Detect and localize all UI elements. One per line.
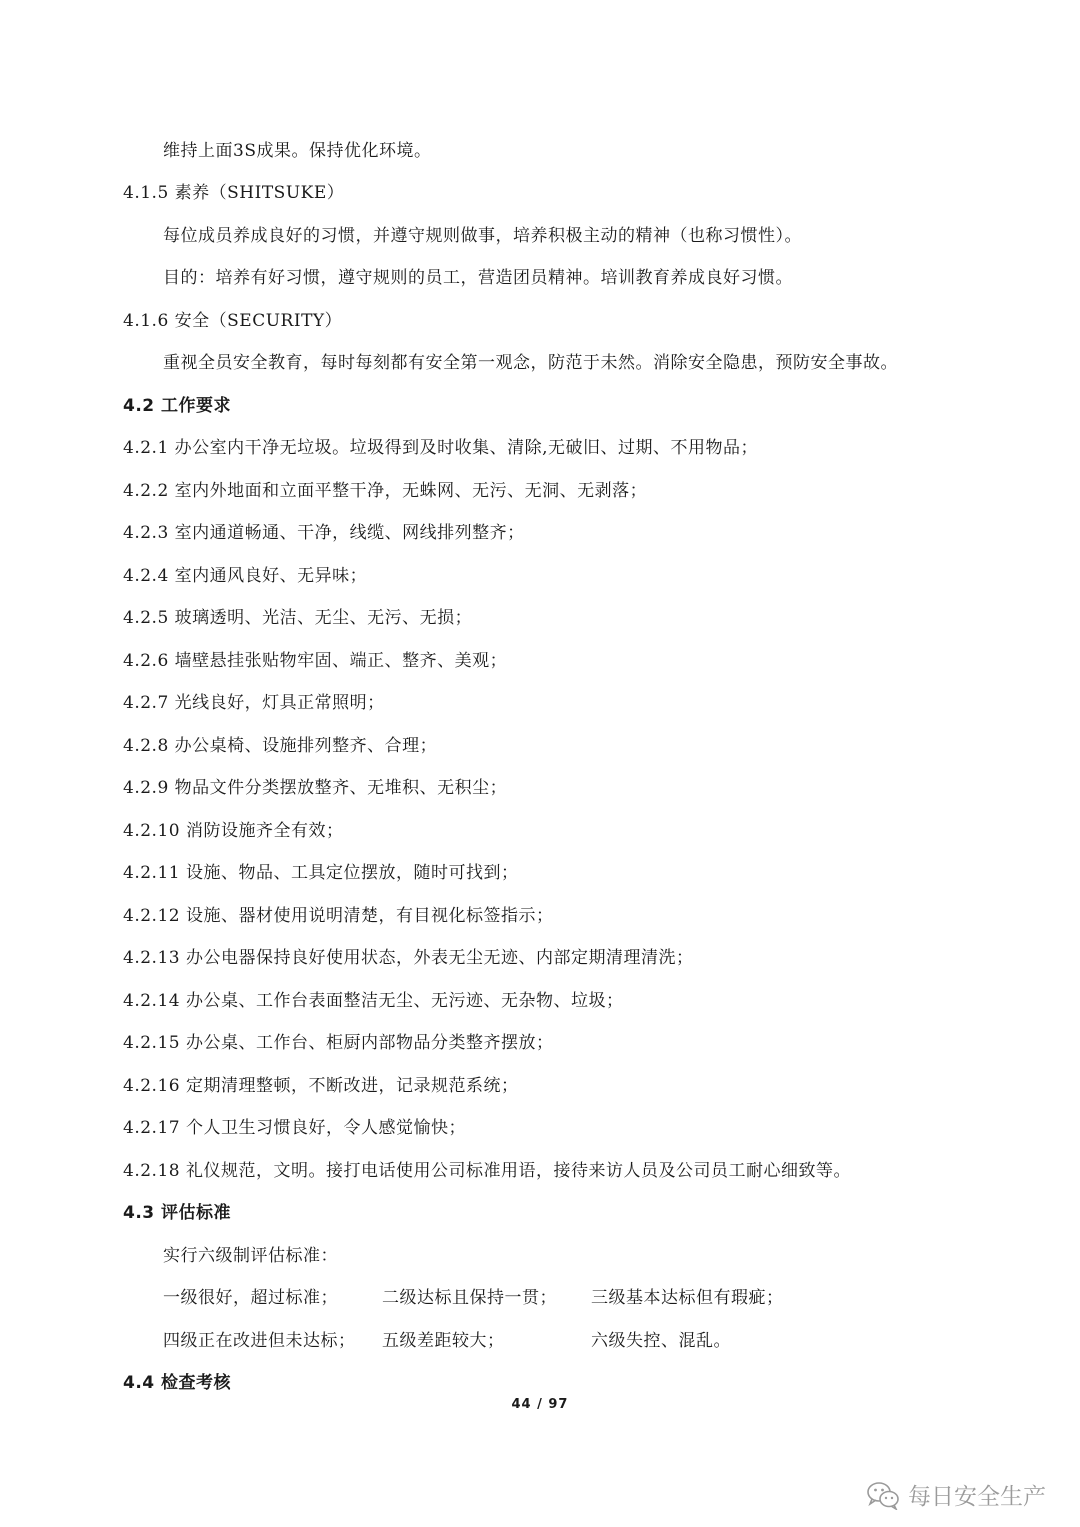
list-item: 4.2.11 设施、物品、工具定位摆放，随时可找到； xyxy=(123,863,519,883)
text-line: 重视全员安全教育，每时每刻都有安全第一观念，防范于未然。消除安全隐患，预防安全事故。 xyxy=(163,353,898,373)
section-heading: 4.1.6 安全（SECURITY） xyxy=(123,311,343,331)
list-item: 4.2.16 定期清理整顿，不断改进，记录规范系统； xyxy=(123,1076,519,1096)
section-heading: 4.3 评估标准 xyxy=(123,1203,232,1223)
text-line: 实行六级制评估标准： xyxy=(163,1246,338,1266)
list-item: 4.2.13 办公电器保持良好使用状态，外表无尘无迹、内部定期清理清洗； xyxy=(123,948,694,968)
list-item: 4.2.14 办公桌、工作台表面整洁无尘、无污迹、无杂物、垃圾； xyxy=(123,991,624,1011)
list-item: 4.2.5 玻璃透明、光洁、无尘、无污、无损； xyxy=(123,608,473,628)
section-heading: 4.1.5 素养（SHITSUKE） xyxy=(123,183,345,203)
watermark-text: 每日安全生产 xyxy=(908,1484,1046,1510)
section-heading: 4.4 检查考核 xyxy=(123,1373,232,1393)
grade-item: 四级正在改进但未达标； xyxy=(163,1331,356,1351)
list-item: 4.2.4 室内通风良好、无异味； xyxy=(123,566,368,586)
grade-item: 一级很好，超过标准； xyxy=(163,1288,338,1308)
grade-item: 二级达标且保持一贯； xyxy=(382,1288,557,1308)
list-item: 4.2.10 消防设施齐全有效； xyxy=(123,821,344,841)
page-number: 44 / 97 xyxy=(511,1397,569,1412)
section-heading: 4.2 工作要求 xyxy=(123,396,232,416)
grade-item: 五级差距较大； xyxy=(382,1331,505,1351)
list-item: 4.2.15 办公桌、工作台、柜厨内部物品分类整齐摆放； xyxy=(123,1033,554,1053)
list-item: 4.2.12 设施、器材使用说明清楚，有目视化标签指示； xyxy=(123,906,554,926)
list-item: 4.2.2 室内外地面和立面平整干净，无蛛网、无污、无洞、无剥落； xyxy=(123,481,648,501)
text-line: 目的：培养有好习惯，遵守规则的员工，营造团员精神。培训教育养成良好习惯。 xyxy=(163,268,793,288)
list-item: 4.2.17 个人卫生习惯良好，令人感觉愉快； xyxy=(123,1118,466,1138)
list-item: 4.2.3 室内通道畅通、干净，线缆、网线排列整齐； xyxy=(123,523,525,543)
grade-item: 三级基本达标但有瑕疵； xyxy=(591,1288,784,1308)
list-item: 4.2.18 礼仪规范，文明。接打电话使用公司标准用语，接待来访人员及公司员工耐心细致等。 xyxy=(123,1161,851,1181)
text-line: 维持上面3S成果。保持优化环境。 xyxy=(163,141,432,161)
list-item: 4.2.6 墙壁悬挂张贴物牢固、端正、整齐、美观； xyxy=(123,651,508,671)
list-item: 4.2.7 光线良好，灯具正常照明； xyxy=(123,693,385,713)
watermark xyxy=(866,1478,1046,1511)
grade-item: 六级失控、混乱。 xyxy=(591,1331,731,1351)
list-item: 4.2.8 办公桌椅、设施排列整齐、合理； xyxy=(123,736,438,756)
text-line: 每位成员养成良好的习惯，并遵守规则做事，培养积极主动的精神（也称习惯性）。 xyxy=(163,226,802,246)
list-item: 4.2.9 物品文件分类摆放整齐、无堆积、无积尘； xyxy=(123,778,508,798)
list-item: 4.2.1 办公室内干净无垃圾。垃圾得到及时收集、清除,无破旧、过期、不用物品； xyxy=(123,438,759,458)
wechat-icon xyxy=(866,1480,900,1510)
